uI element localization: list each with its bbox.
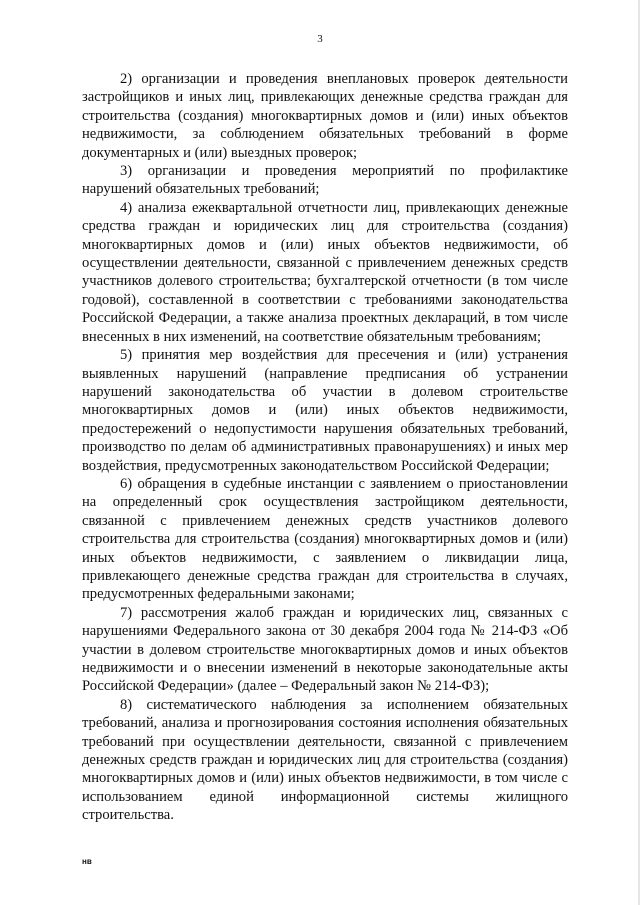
clause-2: 2) организации и проведения внеплановых проверок деятельности застройщиков и иных лиц, привлекающих денежные средства граждан для строительства (создания) многоквартирных домов и (или) иных объектов недвижимости, за соблюдением обязательных требований в форме документарных и (или) выездных проверок; [82,71,568,161]
document-body [82,70,568,825]
clause-8: 8) систематического наблюдения за исполнением обязательных требований, анализа и прогнозирования состояния исполнения обязательных требований при осуществлении деятельности, связанной с привлечением денежных средств граждан и юридических лиц для строительства (создания) многоквартирных домов и (или) иных объектов недвижимости, в том числе с использованием единой информационной системы жилищного строительства. [82,696,568,824]
clause-5: 5) принятия мер воздействия для пресечения и (или) устранения выявленных нарушений (направление предписания об устранении нарушений законодательства об участии в долевом строительстве многоквартирных домов и (или) иных объектов недвижимости, предостережений о недопустимости нарушения обязательных требований, производство по делам об административных правонарушениях) и иных мер воздействия, предусмотренных законодательством Российской Федерации; [82,347,568,474]
clause-4: 4) анализа ежеквартальной отчетности лиц, привлекающих денежные средства граждан и юридических лиц для строительства (создания) многоквартирных домов и (или) иных объектов недвижимости, об осуществлении деятельности, связанной с привлечением денежных средств участников долевого строительства; бухгалтерской отчетности (в том числе годовой), составленной в соответствии с требованиями законодательства Российской Федерации, а также анализа проектных деклараций, в том числе внесенных в них изменений, на соответствие обязательным требованиям; [82,199,568,345]
footer-mark: нв [82,857,92,866]
page-number: 3 [317,33,323,45]
clause-7: 7) рассмотрения жалоб граждан и юридических лиц, связанных с нарушениями Федерального закона от 30 декабря 2004 года № 214-ФЗ «Об участии в долевом строительстве многоквартирных домов и иных объектов недвижимости и о внесении изменений в некоторые законодательные акты Российской Федерации» (далее – Федеральный закон № 214-ФЗ); [82,604,568,695]
clause-6: 6) обращения в судебные инстанции с заявлением о приостановлении на определенный срок осуществления застройщиком деятельности, связанной с привлечением денежных средств участников долевого строительства для строительства (создания) многоквартирных домов и (или) иных объектов недвижимости, с заявлением о ликвидации лица, привлекающего денежные средства граждан для строительства в случаях, предусмотренных федеральными законами; [82,475,568,603]
clause-3: 3) организации и проведения мероприятий по профилактике нарушений обязательных требований; [82,163,568,198]
